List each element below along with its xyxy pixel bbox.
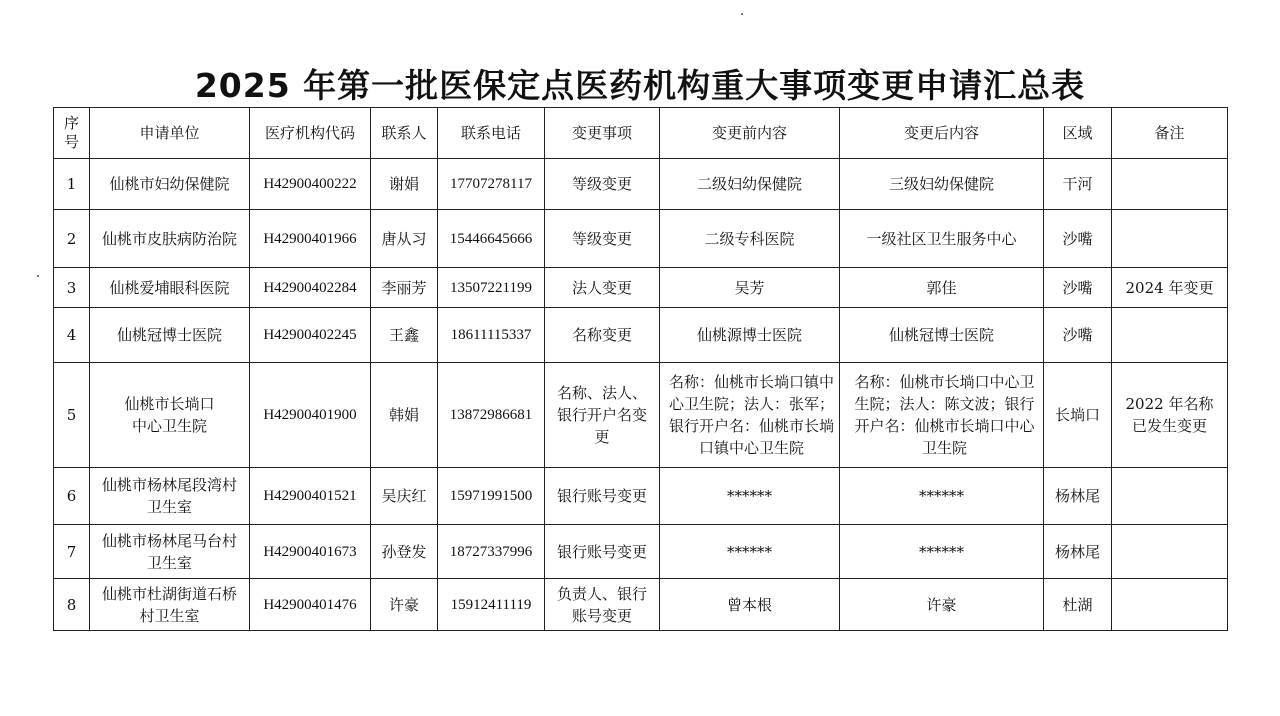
table-row [54,579,1228,631]
cell-region: 杨林尾 [1044,525,1112,579]
cell-before: 二级专科医院 [660,210,840,268]
cell-code: H42900401900 [250,363,371,468]
cell-after: 许豪 [840,579,1044,631]
header-unit: 申请单位 [90,108,250,159]
table-row [54,210,1228,268]
cell-after: 三级妇幼保健院 [840,159,1044,210]
cell-unit: 仙桃爱埔眼科医院 [90,268,250,308]
scan-speck [37,275,39,277]
cell-unit: 仙桃市妇幼保健院 [90,159,250,210]
cell-no: 7 [54,525,90,579]
cell-code: H42900401476 [250,579,371,631]
cell-before: 吴芳 [660,268,840,308]
cell-no: 4 [54,308,90,363]
cell-region: 杜湖 [1044,579,1112,631]
cell-contact: 王鑫 [371,308,438,363]
cell-note [1112,210,1228,268]
cell-contact: 韩娟 [371,363,438,468]
cell-note [1112,159,1228,210]
cell-after: ****** [840,468,1044,525]
cell-unit: 仙桃市杜湖街道石桥村卫生室 [90,579,250,631]
cell-item: 名称、法人、银行开户名变更 [545,363,660,468]
table-row [54,159,1228,210]
cell-region: 杨林尾 [1044,468,1112,525]
cell-phone: 15912411119 [438,579,545,631]
cell-after: 仙桃冠博士医院 [840,308,1044,363]
cell-no: 1 [54,159,90,210]
cell-after: ****** [840,525,1044,579]
cell-contact: 谢娟 [371,159,438,210]
cell-region: 长埫口 [1044,363,1112,468]
table-row [54,363,1228,468]
cell-before: 曾本根 [660,579,840,631]
cell-item: 等级变更 [545,159,660,210]
cell-code: H42900401673 [250,525,371,579]
header-contact: 联系人 [371,108,438,159]
cell-unit: 仙桃冠博士医院 [90,308,250,363]
cell-code: H42900402245 [250,308,371,363]
cell-contact: 李丽芳 [371,268,438,308]
cell-item: 银行账号变更 [545,468,660,525]
cell-before: ****** [660,525,840,579]
cell-item: 银行账号变更 [545,525,660,579]
header-note: 备注 [1112,108,1228,159]
cell-note: 2022 年名称已发生变更 [1112,363,1228,468]
cell-unit: 仙桃市杨林尾段湾村卫生室 [90,468,250,525]
cell-after: 一级社区卫生服务中心 [840,210,1044,268]
cell-unit: 仙桃市皮肤病防治院 [90,210,250,268]
header-after: 变更后内容 [840,108,1044,159]
table-row [54,468,1228,525]
cell-item: 名称变更 [545,308,660,363]
cell-item: 法人变更 [545,268,660,308]
header-no: 序号 [54,108,90,159]
cell-before: 仙桃源博士医院 [660,308,840,363]
scan-speck [741,13,743,15]
cell-before: 名称：仙桃市长埫口镇中心卫生院；法人：张军；银行开户名：仙桃市长埫口镇中心卫生院 [660,363,840,468]
cell-note [1112,525,1228,579]
header-phone: 联系电话 [438,108,545,159]
cell-item: 负责人、银行账号变更 [545,579,660,631]
cell-unit: 仙桃市杨林尾马台村卫生室 [90,525,250,579]
cell-contact: 唐从习 [371,210,438,268]
cell-phone: 15971991500 [438,468,545,525]
cell-contact: 孙登发 [371,525,438,579]
cell-region: 沙嘴 [1044,308,1112,363]
header-before: 变更前内容 [660,108,840,159]
cell-note [1112,308,1228,363]
table-row [54,308,1228,363]
cell-phone: 13872986681 [438,363,545,468]
cell-before: 二级妇幼保健院 [660,159,840,210]
cell-code: H42900402284 [250,268,371,308]
header-code: 医疗机构代码 [250,108,371,159]
cell-no: 6 [54,468,90,525]
cell-contact: 吴庆红 [371,468,438,525]
cell-code: H42900401966 [250,210,371,268]
table-row [54,525,1228,579]
cell-before: ****** [660,468,840,525]
header-item: 变更事项 [545,108,660,159]
cell-after: 名称：仙桃市长埫口中心卫生院；法人：陈文波；银行开户名：仙桃市长埫口中心卫生院 [840,363,1044,468]
cell-unit: 仙桃市长埫口中心卫生院 [90,363,250,468]
page-title: 2025 年第一批医保定点医药机构重大事项变更申请汇总表 [194,66,1086,105]
cell-note [1112,579,1228,631]
cell-no: 8 [54,579,90,631]
cell-region: 干河 [1044,159,1112,210]
cell-note: 2024 年变更 [1112,268,1228,308]
cell-note [1112,468,1228,525]
cell-phone: 18727337996 [438,525,545,579]
cell-item: 等级变更 [545,210,660,268]
cell-no: 3 [54,268,90,308]
header-region: 区域 [1044,108,1112,159]
cell-after: 郭佳 [840,268,1044,308]
cell-phone: 15446645666 [438,210,545,268]
cell-no: 2 [54,210,90,268]
cell-region: 沙嘴 [1044,268,1112,308]
cell-no: 5 [54,363,90,468]
cell-phone: 13507221199 [438,268,545,308]
cell-region: 沙嘴 [1044,210,1112,268]
cell-code: H42900401521 [250,468,371,525]
cell-code: H42900400222 [250,159,371,210]
cell-contact: 许豪 [371,579,438,631]
summary-table [53,107,1228,631]
cell-phone: 17707278117 [438,159,545,210]
cell-phone: 18611115337 [438,308,545,363]
table-row [54,268,1228,308]
header-row [54,108,1228,159]
